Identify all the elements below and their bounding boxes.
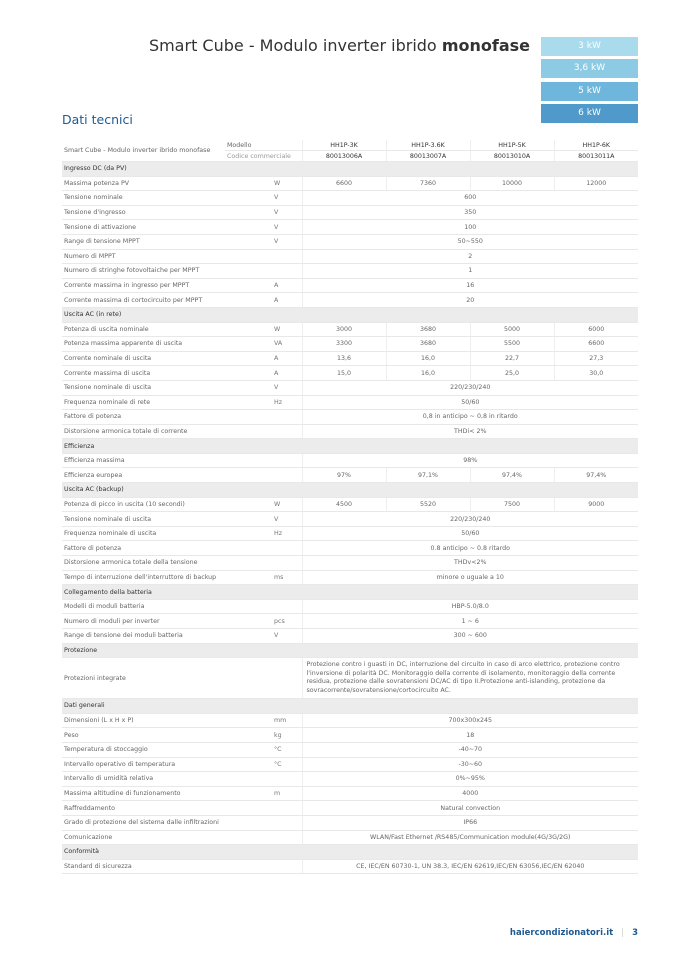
- row-value: 50/60: [302, 395, 638, 410]
- section-title: Efficienza: [62, 439, 638, 454]
- row-label: Tensione nominale di uscita: [62, 380, 272, 395]
- row-unit: [272, 801, 302, 816]
- row-value: 6600: [302, 176, 386, 191]
- row-unit: W: [272, 322, 302, 337]
- row-label: Corrente massima di cortocircuito per MPPT: [62, 293, 272, 308]
- row-label: Raffreddamento: [62, 801, 272, 816]
- table-row: [62, 395, 638, 410]
- row-value: HBP-5.0/8.0: [302, 599, 638, 614]
- row-label: Corrente massima di uscita: [62, 366, 272, 381]
- table-row: [62, 380, 638, 395]
- page-title: Smart Cube - Modulo inverter ibrido monofase: [148, 36, 530, 55]
- row-label: Tensione nominale: [62, 191, 272, 206]
- table-row: [62, 497, 638, 512]
- table-row: [62, 772, 638, 787]
- row-label: Fattore di potenza: [62, 541, 272, 556]
- row-value: 15,0: [302, 366, 386, 381]
- row-label: Tensione nominale di uscita: [62, 512, 272, 527]
- table-row: [62, 526, 638, 541]
- table-row: [62, 468, 638, 483]
- row-value: 10000: [470, 176, 554, 191]
- row-value: 12000: [554, 176, 638, 191]
- section-title: Uscita AC (backup): [62, 483, 638, 498]
- row-label: Numero di moduli per inverter: [62, 614, 272, 629]
- row-value: 700x300x245: [302, 713, 638, 728]
- row-label: Corrente nominale di uscita: [62, 351, 272, 366]
- row-label: Numero di MPPT: [62, 249, 272, 264]
- row-unit: V: [272, 191, 302, 206]
- row-value: 6600: [554, 337, 638, 352]
- row-value: 9000: [554, 497, 638, 512]
- row-unit: [272, 249, 302, 264]
- row-value: 4500: [302, 497, 386, 512]
- row-unit: [272, 410, 302, 425]
- table-row: [62, 541, 638, 556]
- table-row: [62, 410, 638, 425]
- row-unit: [272, 658, 302, 699]
- row-value: 1 ~ 6: [302, 614, 638, 629]
- table-row: [62, 801, 638, 816]
- row-value: IP66: [302, 815, 638, 830]
- code: 80013010A: [470, 151, 554, 162]
- table-row: [62, 234, 638, 249]
- row-label: Range di tensione MPPT: [62, 234, 272, 249]
- table-row: [62, 453, 638, 468]
- row-value: 3680: [386, 322, 470, 337]
- footer: haiercondizionatori.it | 3: [509, 928, 638, 938]
- row-unit: °C: [272, 742, 302, 757]
- section-header: [62, 307, 638, 322]
- row-unit: V: [272, 512, 302, 527]
- row-value: 0.8 anticipo ~ 0.8 ritardo: [302, 541, 638, 556]
- row-value: 220/230/240: [302, 380, 638, 395]
- row-value: 13,6: [302, 351, 386, 366]
- row-label: Tensione di attivazione: [62, 220, 272, 235]
- row-label: Standard di sicurezza: [62, 859, 272, 874]
- row-label: Distorsione armonica totale della tensione: [62, 556, 272, 571]
- row-unit: Hz: [272, 526, 302, 541]
- row-value: 50~550: [302, 234, 638, 249]
- table-row: [62, 830, 638, 845]
- table-row: [62, 658, 638, 699]
- row-label: Massima potenza PV: [62, 176, 272, 191]
- section-header: [62, 483, 638, 498]
- row-label: Intervallo di umidità relativa: [62, 772, 272, 787]
- code: 80013006A: [302, 151, 386, 162]
- row-unit: [272, 830, 302, 845]
- table-row: [62, 322, 638, 337]
- section-title: Uscita AC (in rete): [62, 307, 638, 322]
- website-link[interactable]: haiercondizionatori.it: [509, 928, 614, 938]
- row-label: Peso: [62, 728, 272, 743]
- row-unit: A: [272, 278, 302, 293]
- section-header: [62, 585, 638, 600]
- row-value: 350: [302, 205, 638, 220]
- table-row: [62, 264, 638, 279]
- row-unit: A: [272, 351, 302, 366]
- table-row: [62, 815, 638, 830]
- table-row: [62, 351, 638, 366]
- row-value: 100: [302, 220, 638, 235]
- row-unit: mm: [272, 713, 302, 728]
- row-unit: V: [272, 380, 302, 395]
- row-unit: [272, 815, 302, 830]
- row-unit: [272, 453, 302, 468]
- row-value: 97,4%: [554, 468, 638, 483]
- row-label: Modelli di moduli batteria: [62, 599, 272, 614]
- page-number: 3: [632, 928, 638, 938]
- row-unit: V: [272, 629, 302, 644]
- row-label: Potenza di uscita nominale: [62, 322, 272, 337]
- table-row: [62, 512, 638, 527]
- row-label: Efficienza massima: [62, 453, 272, 468]
- header-row-model: [62, 140, 638, 151]
- row-value: 16,0: [386, 351, 470, 366]
- row-unit: [272, 264, 302, 279]
- row-label: Efficienza europea: [62, 468, 272, 483]
- table-row: [62, 366, 638, 381]
- table-row: [62, 629, 638, 644]
- table-row: [62, 220, 638, 235]
- row-value: 98%: [302, 453, 638, 468]
- section-header: [62, 845, 638, 860]
- row-value: 50/60: [302, 526, 638, 541]
- model-label: Modello: [225, 140, 302, 151]
- section-header: [62, 643, 638, 658]
- table-row: [62, 337, 638, 352]
- row-value: Natural convection: [302, 801, 638, 816]
- power-tab[interactable]: 6 kW: [541, 104, 638, 123]
- row-unit: pcs: [272, 614, 302, 629]
- table-row: [62, 742, 638, 757]
- row-unit: VA: [272, 337, 302, 352]
- row-value: 16: [302, 278, 638, 293]
- row-value: 3300: [302, 337, 386, 352]
- section-title: Conformità: [62, 845, 638, 860]
- row-unit: [272, 424, 302, 439]
- row-unit: V: [272, 220, 302, 235]
- row-unit: ms: [272, 570, 302, 585]
- model: HH1P-5K: [470, 140, 554, 151]
- row-unit: V: [272, 205, 302, 220]
- row-value: 600: [302, 191, 638, 206]
- row-value: 30,0: [554, 366, 638, 381]
- row-value: 7500: [470, 497, 554, 512]
- row-label: Comunicazione: [62, 830, 272, 845]
- code: 80013007A: [386, 151, 470, 162]
- row-value: 4000: [302, 786, 638, 801]
- row-label: Temperatura di stoccaggio: [62, 742, 272, 757]
- row-value: 300 ~ 600: [302, 629, 638, 644]
- row-value: 1: [302, 264, 638, 279]
- row-label: Frequenza nominale di uscita: [62, 526, 272, 541]
- row-unit: [272, 541, 302, 556]
- row-label: Protezioni integrate: [62, 658, 272, 699]
- row-value: 3000: [302, 322, 386, 337]
- row-value: 7360: [386, 176, 470, 191]
- table-row: [62, 278, 638, 293]
- model: HH1P-3K: [302, 140, 386, 151]
- row-unit: [272, 468, 302, 483]
- section-title: Dati tecnici: [62, 112, 133, 127]
- row-value: 20: [302, 293, 638, 308]
- row-value: 5520: [386, 497, 470, 512]
- row-value: WLAN/Fast Ethernet /RS485/Communication module(4G/3G/2G): [302, 830, 638, 845]
- row-unit: [272, 859, 302, 874]
- section-header: [62, 439, 638, 454]
- power-tab[interactable]: 3,6 kW: [541, 59, 638, 78]
- row-value: 0%~95%: [302, 772, 638, 787]
- row-label: Potenza massima apparente di uscita: [62, 337, 272, 352]
- row-label: Range di tensione dei moduli batteria: [62, 629, 272, 644]
- row-label: Tensione d'ingresso: [62, 205, 272, 220]
- row-label: Fattore di potenza: [62, 410, 272, 425]
- row-unit: kg: [272, 728, 302, 743]
- row-value: Protezione contro i guasti in DC, interruzione del circuito in caso di arco elettrico, protezione contro l'inversione di polarità DC. Monitoraggio della corrente di isolamento, monitoraggio della corrente residua, protezione dalle sovratensioni DC/AC di tipo II.Protezione anti-islanding, protezione da sovracorrente/sovratensione/cortocircuito AC.: [302, 658, 638, 699]
- row-unit: [272, 556, 302, 571]
- row-value: 27,3: [554, 351, 638, 366]
- row-label: Dimensioni (L x H x P): [62, 713, 272, 728]
- row-value: 18: [302, 728, 638, 743]
- row-unit: W: [272, 497, 302, 512]
- row-label: Numero di stringhe fotovoltaiche per MPPT: [62, 264, 272, 279]
- table-row: [62, 191, 638, 206]
- row-unit: Hz: [272, 395, 302, 410]
- table-row: [62, 570, 638, 585]
- row-unit: A: [272, 366, 302, 381]
- row-label: Grado di protezione del sistema dalle infiltrazioni: [62, 815, 272, 830]
- row-value: 16,0: [386, 366, 470, 381]
- row-label: Potenza di picco in uscita (10 secondi): [62, 497, 272, 512]
- row-value: 97,4%: [470, 468, 554, 483]
- row-value: -30~60: [302, 757, 638, 772]
- row-label: Massima altitudine di funzionamento: [62, 786, 272, 801]
- row-value: CE, IEC/EN 60730-1, UN 38.3, IEC/EN 62619,IEC/EN 63056,IEC/EN 62040: [302, 859, 638, 874]
- row-value: 25,0: [470, 366, 554, 381]
- row-label: Tempo di interruzione dell'interruttore di backup: [62, 570, 272, 585]
- code-label: Codice commerciale: [225, 151, 302, 162]
- row-value: 97%: [302, 468, 386, 483]
- table-row: [62, 556, 638, 571]
- section-title: Ingresso DC (da PV): [62, 162, 638, 177]
- row-unit: °C: [272, 757, 302, 772]
- row-unit: [272, 772, 302, 787]
- table-row: [62, 757, 638, 772]
- table-row: [62, 614, 638, 629]
- row-value: -40~70: [302, 742, 638, 757]
- table-row: [62, 176, 638, 191]
- row-label: Corrente massima in ingresso per MPPT: [62, 278, 272, 293]
- row-label: Intervallo operativo di temperatura: [62, 757, 272, 772]
- table-row: [62, 786, 638, 801]
- row-value: 0,8 in anticipo ~ 0,8 in ritardo: [302, 410, 638, 425]
- row-value: 5500: [470, 337, 554, 352]
- power-tab[interactable]: 5 kW: [541, 82, 638, 101]
- section-title: Collegamento della batteria: [62, 585, 638, 600]
- row-value: minore o uguale a 10: [302, 570, 638, 585]
- table-row: [62, 249, 638, 264]
- spec-table: [62, 140, 638, 874]
- table-row: [62, 205, 638, 220]
- row-value: 3680: [386, 337, 470, 352]
- row-value: 5000: [470, 322, 554, 337]
- product-name: Smart Cube - Modulo inverter ibrido monofase: [62, 140, 225, 162]
- row-unit: [272, 599, 302, 614]
- row-value: 6000: [554, 322, 638, 337]
- section-title: Dati generali: [62, 699, 638, 714]
- row-value: THDv<2%: [302, 556, 638, 571]
- section-title: Protezione: [62, 643, 638, 658]
- table-row: [62, 424, 638, 439]
- row-unit: m: [272, 786, 302, 801]
- row-value: 2: [302, 249, 638, 264]
- row-unit: A: [272, 293, 302, 308]
- section-header: [62, 162, 638, 177]
- section-header: [62, 699, 638, 714]
- row-value: 22,7: [470, 351, 554, 366]
- table-row: [62, 859, 638, 874]
- code: 80013011A: [554, 151, 638, 162]
- row-value: THDi< 2%: [302, 424, 638, 439]
- table-row: [62, 293, 638, 308]
- power-tab[interactable]: 3 kW: [541, 37, 638, 56]
- table-row: [62, 599, 638, 614]
- row-value: 220/230/240: [302, 512, 638, 527]
- row-label: Frequenza nominale di rete: [62, 395, 272, 410]
- table-row: [62, 713, 638, 728]
- row-unit: V: [272, 234, 302, 249]
- row-value: 97,1%: [386, 468, 470, 483]
- table-row: [62, 728, 638, 743]
- model: HH1P-6K: [554, 140, 638, 151]
- row-unit: W: [272, 176, 302, 191]
- row-label: Distorsione armonica totale di corrente: [62, 424, 272, 439]
- model: HH1P-3.6K: [386, 140, 470, 151]
